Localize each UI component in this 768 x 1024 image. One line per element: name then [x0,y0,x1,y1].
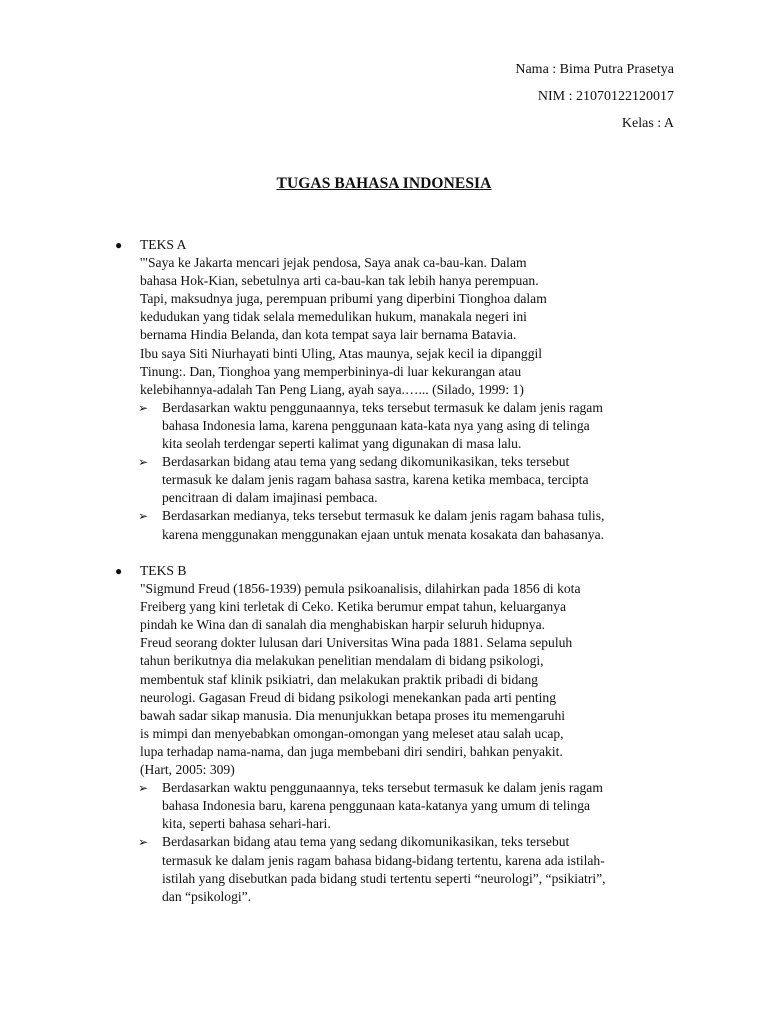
arrow-bullet-icon: ➢ [138,400,149,415]
document-title: TUGAS BAHASA INDONESIA [276,175,492,192]
section-teks-a [112,236,672,544]
bullet-icon: ● [115,564,123,578]
analysis-point: ➢ Berdasarkan bidang atau tema yang sedang dikomunikasikan, teks tersebut termasuk ke dalam jenis ragam bahasa sastra, karena ketika membaca, tercipta pencitraan di dalam imajinasi pembaca. [138,454,589,506]
arrow-bullet-icon: ➢ [138,835,149,850]
analysis-point: ➢ Berdasarkan waktu penggunaannya, teks tersebut termasuk ke dalam jenis ragam bahasa Indonesia baru, karena penggunaan kata-katanya yang umum di telinga kita, seperti bahasa sehari-hari. [138,780,603,832]
analysis-point: ➢ Berdasarkan medianya, teks tersebut termasuk ke dalam jenis ragam bahasa tulis, karena menggunakan menggunakan ejaan untuk menata kosakata dan bahasanya. [138,508,605,542]
analysis-point: ➢ Berdasarkan waktu penggunaannya, teks tersebut termasuk ke dalam jenis ragam bahasa Indonesia lama, karena penggunaan kata-kata nya yang asing di telinga kita seolah terdengar seperti kalimat yang digunakan di masa lalu. [138,399,603,452]
section-heading: ● TEKS A [112,236,672,254]
student-name: Nama : Bima Putra Prasetya [515,62,674,77]
student-class: Kelas : A [621,116,674,131]
analysis-point: ➢ Berdasarkan bidang atau tema yang sedang dikomunikasikan, teks tersebut termasuk ke dalam jenis ragam bahasa bidang-bidang tertentu, karena ada istilah- istilah yang disebutkan pada bidang studi tertentu seperti “neurologi”, “psikiatri”, dan “psikologi”. [138,834,606,904]
section-heading: ● TEKS B [112,562,672,580]
section-teks-b [112,562,672,906]
arrow-bullet-icon: ➢ [138,455,149,470]
student-info [515,60,674,141]
arrow-bullet-icon: ➢ [138,781,149,796]
quoted-text: "Sigmund Freud (1856-1939) pemula psikoanalisis, dilahirkan pada 1856 di kota Freiberg yang kini terletak di Ceko. Ketika berumur empat tahun, keluarganya pindah ke Wina dan di sanalah dia menghabiskan harpir seluruh hidupnya. Freud seorang dokter lulusan dari Universitas Wina pada 1881. Selama sepuluh tahun berikutnya dia melakukan penelitian mendalam di bidang psikologi, membentuk staf klinik psikiatri, dan melakukan praktik pribadi di bidang neurologi. Gagasan Freud di bidang psikologi menekankan pada arti penting bawah sadar sikap manusia. Dia menunjukkan betapa proses itu memengaruhi is mimpi dan menyebabkan omongan-omongan yang meleset atau salah ucap, lupa terhadap nama-nama, dan juga membebani diri sendiri, bahkan penyakit. (Hart, 2005: 309) [140,581,581,778]
arrow-bullet-icon: ➢ [138,509,149,524]
student-nim: NIM : 21070122120017 [537,89,674,104]
quoted-text: '"Saya ke Jakarta mencari jejak pendosa, Saya anak ca-bau-kan. Dalam bahasa Hok-Kian, sebetulnya arti ca-bau-kan tak lebih hanya perempuan. Tapi, maksudnya juga, perempuan pribumi yang diperbini Tionghoa dalam kedudukan yang tidak selala memedulikan hukum, manakala negeri ini bernama Hindia Belanda, dan kota tempat saya lair bernama Batavia. Ibu saya Siti Niurhayati binti Uling, Atas maunya, sejak kecil ia dipanggil Tinung:. Dan, Tionghoa yang memperbininya-di luar kekurangan atau kelebihannya-adalah Tan Peng Liang, ayah saya.…... (Silado, 1999: 1) [140,255,547,397]
bullet-icon: ● [115,238,123,252]
